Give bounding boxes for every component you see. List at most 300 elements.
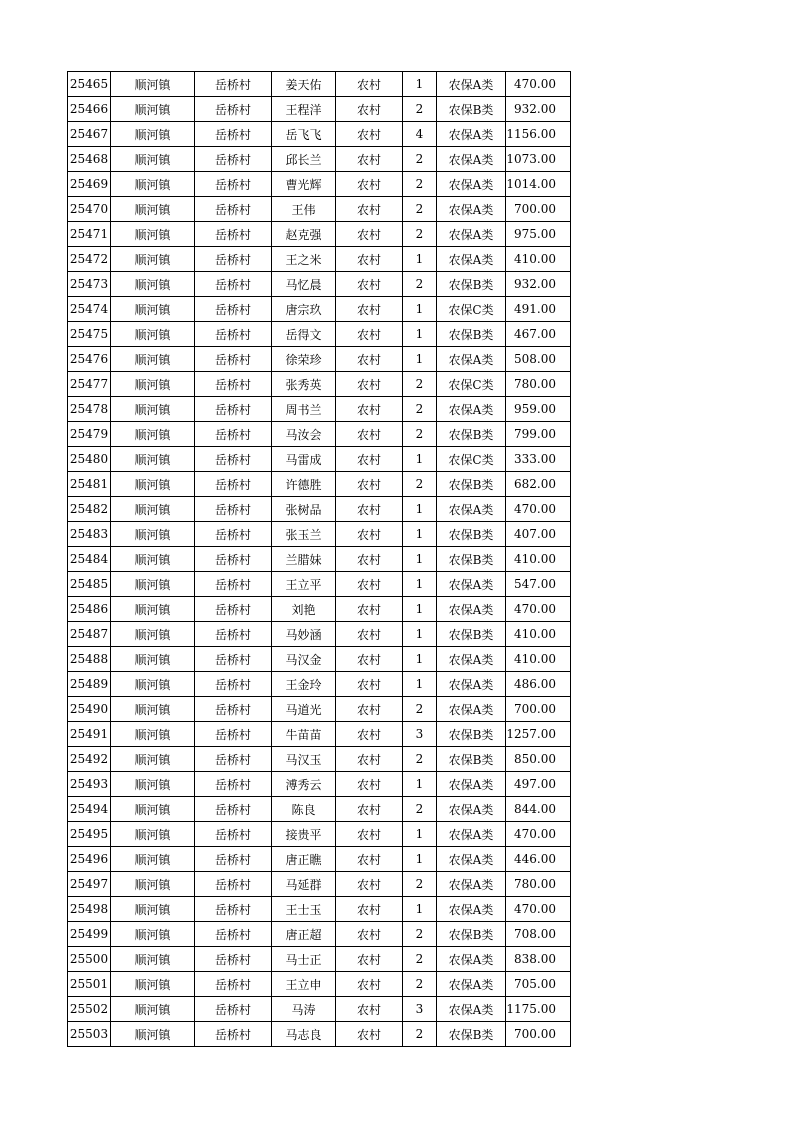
- amount-cell: 700.00: [506, 197, 571, 222]
- type-cell: 农村: [336, 597, 403, 622]
- count-cell: 2: [403, 947, 437, 972]
- amount-cell: 1175.00: [506, 997, 571, 1022]
- town-cell: 顺河镇: [111, 97, 195, 122]
- amount-cell: 844.00: [506, 797, 571, 822]
- table-row: [68, 722, 571, 747]
- category-cell: 农保B类: [437, 272, 506, 297]
- town-cell: 顺河镇: [111, 672, 195, 697]
- count-cell: 2: [403, 797, 437, 822]
- type-cell: 农村: [336, 447, 403, 472]
- count-cell: 2: [403, 372, 437, 397]
- count-cell: 1: [403, 522, 437, 547]
- record-id-cell: 25492: [68, 747, 111, 772]
- town-cell: 顺河镇: [111, 272, 195, 297]
- town-cell: 顺河镇: [111, 322, 195, 347]
- name-cell: 马汉金: [272, 647, 336, 672]
- village-cell: 岳桥村: [195, 997, 272, 1022]
- category-cell: 农保B类: [437, 547, 506, 572]
- village-cell: 岳桥村: [195, 222, 272, 247]
- category-cell: 农保A类: [437, 122, 506, 147]
- town-cell: 顺河镇: [111, 197, 195, 222]
- type-cell: 农村: [336, 572, 403, 597]
- table-row: [68, 497, 571, 522]
- village-cell: 岳桥村: [195, 522, 272, 547]
- type-cell: 农村: [336, 422, 403, 447]
- name-cell: 赵克强: [272, 222, 336, 247]
- count-cell: 1: [403, 847, 437, 872]
- type-cell: 农村: [336, 497, 403, 522]
- count-cell: 1: [403, 672, 437, 697]
- category-cell: 农保C类: [437, 447, 506, 472]
- record-id-cell: 25476: [68, 347, 111, 372]
- category-cell: 农保B类: [437, 472, 506, 497]
- name-cell: 姜天佑: [272, 72, 336, 97]
- table-row: [68, 422, 571, 447]
- village-cell: 岳桥村: [195, 847, 272, 872]
- type-cell: 农村: [336, 247, 403, 272]
- village-cell: 岳桥村: [195, 747, 272, 772]
- type-cell: 农村: [336, 697, 403, 722]
- count-cell: 1: [403, 497, 437, 522]
- village-cell: 岳桥村: [195, 947, 272, 972]
- table-row: [68, 547, 571, 572]
- village-cell: 岳桥村: [195, 172, 272, 197]
- type-cell: 农村: [336, 847, 403, 872]
- table-row: [68, 72, 571, 97]
- record-id-cell: 25467: [68, 122, 111, 147]
- records-table: [67, 71, 571, 1047]
- amount-cell: 470.00: [506, 72, 571, 97]
- table-row: [68, 147, 571, 172]
- name-cell: 邱长兰: [272, 147, 336, 172]
- town-cell: 顺河镇: [111, 122, 195, 147]
- count-cell: 1: [403, 572, 437, 597]
- village-cell: 岳桥村: [195, 122, 272, 147]
- town-cell: 顺河镇: [111, 747, 195, 772]
- table-row: [68, 622, 571, 647]
- town-cell: 顺河镇: [111, 472, 195, 497]
- table-row: [68, 472, 571, 497]
- name-cell: 张树品: [272, 497, 336, 522]
- town-cell: 顺河镇: [111, 922, 195, 947]
- name-cell: 王程洋: [272, 97, 336, 122]
- type-cell: 农村: [336, 622, 403, 647]
- table-body: [68, 72, 571, 1047]
- category-cell: 农保A类: [437, 797, 506, 822]
- type-cell: 农村: [336, 172, 403, 197]
- table-row: [68, 1022, 571, 1047]
- record-id-cell: 25483: [68, 522, 111, 547]
- count-cell: 1: [403, 772, 437, 797]
- town-cell: 顺河镇: [111, 622, 195, 647]
- amount-cell: 780.00: [506, 372, 571, 397]
- record-id-cell: 25469: [68, 172, 111, 197]
- village-cell: 岳桥村: [195, 797, 272, 822]
- amount-cell: 932.00: [506, 272, 571, 297]
- village-cell: 岳桥村: [195, 97, 272, 122]
- type-cell: 农村: [336, 1022, 403, 1047]
- name-cell: 曹光辉: [272, 172, 336, 197]
- record-id-cell: 25478: [68, 397, 111, 422]
- amount-cell: 705.00: [506, 972, 571, 997]
- village-cell: 岳桥村: [195, 447, 272, 472]
- count-cell: 1: [403, 547, 437, 572]
- town-cell: 顺河镇: [111, 897, 195, 922]
- type-cell: 农村: [336, 122, 403, 147]
- count-cell: 1: [403, 622, 437, 647]
- record-id-cell: 25466: [68, 97, 111, 122]
- name-cell: 马汝会: [272, 422, 336, 447]
- category-cell: 农保A类: [437, 822, 506, 847]
- type-cell: 农村: [336, 397, 403, 422]
- table-row: [68, 847, 571, 872]
- category-cell: 农保A类: [437, 72, 506, 97]
- table-row: [68, 97, 571, 122]
- record-id-cell: 25480: [68, 447, 111, 472]
- name-cell: 刘艳: [272, 597, 336, 622]
- town-cell: 顺河镇: [111, 147, 195, 172]
- name-cell: 马延群: [272, 872, 336, 897]
- category-cell: 农保B类: [437, 722, 506, 747]
- town-cell: 顺河镇: [111, 522, 195, 547]
- table-row: [68, 572, 571, 597]
- category-cell: 农保B类: [437, 97, 506, 122]
- amount-cell: 682.00: [506, 472, 571, 497]
- name-cell: 马士正: [272, 947, 336, 972]
- village-cell: 岳桥村: [195, 322, 272, 347]
- name-cell: 唐正瞧: [272, 847, 336, 872]
- category-cell: 农保A类: [437, 222, 506, 247]
- amount-cell: 959.00: [506, 397, 571, 422]
- table-row: [68, 672, 571, 697]
- town-cell: 顺河镇: [111, 697, 195, 722]
- village-cell: 岳桥村: [195, 547, 272, 572]
- type-cell: 农村: [336, 897, 403, 922]
- name-cell: 溥秀云: [272, 772, 336, 797]
- record-id-cell: 25472: [68, 247, 111, 272]
- table-row: [68, 747, 571, 772]
- record-id-cell: 25484: [68, 547, 111, 572]
- type-cell: 农村: [336, 722, 403, 747]
- count-cell: 2: [403, 872, 437, 897]
- category-cell: 农保A类: [437, 947, 506, 972]
- name-cell: 岳飞飞: [272, 122, 336, 147]
- name-cell: 王伟: [272, 197, 336, 222]
- town-cell: 顺河镇: [111, 947, 195, 972]
- record-id-cell: 25500: [68, 947, 111, 972]
- count-cell: 2: [403, 922, 437, 947]
- record-id-cell: 25485: [68, 572, 111, 597]
- record-id-cell: 25499: [68, 922, 111, 947]
- type-cell: 农村: [336, 197, 403, 222]
- record-id-cell: 25465: [68, 72, 111, 97]
- village-cell: 岳桥村: [195, 972, 272, 997]
- table-row: [68, 522, 571, 547]
- category-cell: 农保A类: [437, 197, 506, 222]
- amount-cell: 547.00: [506, 572, 571, 597]
- category-cell: 农保A类: [437, 847, 506, 872]
- type-cell: 农村: [336, 147, 403, 172]
- category-cell: 农保A类: [437, 647, 506, 672]
- amount-cell: 470.00: [506, 497, 571, 522]
- name-cell: 接贵平: [272, 822, 336, 847]
- town-cell: 顺河镇: [111, 72, 195, 97]
- record-id-cell: 25489: [68, 672, 111, 697]
- name-cell: 张秀英: [272, 372, 336, 397]
- table-row: [68, 297, 571, 322]
- amount-cell: 410.00: [506, 247, 571, 272]
- town-cell: 顺河镇: [111, 297, 195, 322]
- category-cell: 农保A类: [437, 172, 506, 197]
- town-cell: 顺河镇: [111, 997, 195, 1022]
- count-cell: 2: [403, 197, 437, 222]
- amount-cell: 1156.00: [506, 122, 571, 147]
- category-cell: 农保A类: [437, 247, 506, 272]
- table-row: [68, 897, 571, 922]
- amount-cell: 410.00: [506, 647, 571, 672]
- type-cell: 农村: [336, 347, 403, 372]
- amount-cell: 407.00: [506, 522, 571, 547]
- town-cell: 顺河镇: [111, 222, 195, 247]
- record-id-cell: 25474: [68, 297, 111, 322]
- name-cell: 王立申: [272, 972, 336, 997]
- village-cell: 岳桥村: [195, 1022, 272, 1047]
- name-cell: 王士玉: [272, 897, 336, 922]
- name-cell: 王立平: [272, 572, 336, 597]
- town-cell: 顺河镇: [111, 847, 195, 872]
- category-cell: 农保A类: [437, 672, 506, 697]
- type-cell: 农村: [336, 797, 403, 822]
- amount-cell: 508.00: [506, 347, 571, 372]
- table-row: [68, 872, 571, 897]
- count-cell: 3: [403, 722, 437, 747]
- type-cell: 农村: [336, 747, 403, 772]
- category-cell: 农保A类: [437, 772, 506, 797]
- record-id-cell: 25488: [68, 647, 111, 672]
- category-cell: 农保A类: [437, 972, 506, 997]
- count-cell: 3: [403, 997, 437, 1022]
- name-cell: 兰腊妹: [272, 547, 336, 572]
- category-cell: 农保A类: [437, 897, 506, 922]
- type-cell: 农村: [336, 922, 403, 947]
- name-cell: 马志良: [272, 1022, 336, 1047]
- village-cell: 岳桥村: [195, 897, 272, 922]
- count-cell: 2: [403, 472, 437, 497]
- record-id-cell: 25477: [68, 372, 111, 397]
- amount-cell: 1257.00: [506, 722, 571, 747]
- village-cell: 岳桥村: [195, 297, 272, 322]
- name-cell: 周书兰: [272, 397, 336, 422]
- count-cell: 2: [403, 222, 437, 247]
- table-row: [68, 797, 571, 822]
- type-cell: 农村: [336, 297, 403, 322]
- town-cell: 顺河镇: [111, 497, 195, 522]
- record-id-cell: 25473: [68, 272, 111, 297]
- village-cell: 岳桥村: [195, 697, 272, 722]
- category-cell: 农保A类: [437, 997, 506, 1022]
- count-cell: 2: [403, 697, 437, 722]
- village-cell: 岳桥村: [195, 472, 272, 497]
- count-cell: 2: [403, 97, 437, 122]
- name-cell: 陈良: [272, 797, 336, 822]
- name-cell: 唐正超: [272, 922, 336, 947]
- record-id-cell: 25496: [68, 847, 111, 872]
- record-id-cell: 25491: [68, 722, 111, 747]
- record-id-cell: 25495: [68, 822, 111, 847]
- category-cell: 农保B类: [437, 1022, 506, 1047]
- village-cell: 岳桥村: [195, 772, 272, 797]
- category-cell: 农保B类: [437, 622, 506, 647]
- amount-cell: 780.00: [506, 872, 571, 897]
- village-cell: 岳桥村: [195, 872, 272, 897]
- record-id-cell: 25468: [68, 147, 111, 172]
- category-cell: 农保A类: [437, 597, 506, 622]
- type-cell: 农村: [336, 372, 403, 397]
- record-id-cell: 25475: [68, 322, 111, 347]
- table-row: [68, 997, 571, 1022]
- town-cell: 顺河镇: [111, 972, 195, 997]
- count-cell: 1: [403, 897, 437, 922]
- name-cell: 徐荣珍: [272, 347, 336, 372]
- record-id-cell: 25487: [68, 622, 111, 647]
- count-cell: 2: [403, 147, 437, 172]
- table-row: [68, 272, 571, 297]
- amount-cell: 932.00: [506, 97, 571, 122]
- town-cell: 顺河镇: [111, 247, 195, 272]
- name-cell: 王金玲: [272, 672, 336, 697]
- town-cell: 顺河镇: [111, 347, 195, 372]
- amount-cell: 700.00: [506, 1022, 571, 1047]
- name-cell: 王之米: [272, 247, 336, 272]
- table-row: [68, 972, 571, 997]
- village-cell: 岳桥村: [195, 597, 272, 622]
- category-cell: 农保A类: [437, 397, 506, 422]
- category-cell: 农保A类: [437, 147, 506, 172]
- count-cell: 2: [403, 422, 437, 447]
- record-id-cell: 25503: [68, 1022, 111, 1047]
- type-cell: 农村: [336, 272, 403, 297]
- table-row: [68, 772, 571, 797]
- type-cell: 农村: [336, 547, 403, 572]
- record-id-cell: 25486: [68, 597, 111, 622]
- name-cell: 张玉兰: [272, 522, 336, 547]
- village-cell: 岳桥村: [195, 347, 272, 372]
- amount-cell: 491.00: [506, 297, 571, 322]
- amount-cell: 1073.00: [506, 147, 571, 172]
- table-row: [68, 247, 571, 272]
- village-cell: 岳桥村: [195, 272, 272, 297]
- category-cell: 农保B类: [437, 422, 506, 447]
- type-cell: 农村: [336, 822, 403, 847]
- type-cell: 农村: [336, 972, 403, 997]
- village-cell: 岳桥村: [195, 197, 272, 222]
- type-cell: 农村: [336, 647, 403, 672]
- type-cell: 农村: [336, 522, 403, 547]
- amount-cell: 467.00: [506, 322, 571, 347]
- town-cell: 顺河镇: [111, 797, 195, 822]
- village-cell: 岳桥村: [195, 822, 272, 847]
- amount-cell: 975.00: [506, 222, 571, 247]
- count-cell: 1: [403, 822, 437, 847]
- name-cell: 马雷成: [272, 447, 336, 472]
- village-cell: 岳桥村: [195, 647, 272, 672]
- table-row: [68, 172, 571, 197]
- category-cell: 农保A类: [437, 872, 506, 897]
- type-cell: 农村: [336, 222, 403, 247]
- town-cell: 顺河镇: [111, 372, 195, 397]
- count-cell: 1: [403, 347, 437, 372]
- amount-cell: 708.00: [506, 922, 571, 947]
- count-cell: 1: [403, 297, 437, 322]
- table-row: [68, 947, 571, 972]
- record-id-cell: 25493: [68, 772, 111, 797]
- town-cell: 顺河镇: [111, 647, 195, 672]
- category-cell: 农保B类: [437, 522, 506, 547]
- record-id-cell: 25479: [68, 422, 111, 447]
- category-cell: 农保B类: [437, 322, 506, 347]
- record-id-cell: 25497: [68, 872, 111, 897]
- village-cell: 岳桥村: [195, 497, 272, 522]
- record-id-cell: 25498: [68, 897, 111, 922]
- town-cell: 顺河镇: [111, 722, 195, 747]
- type-cell: 农村: [336, 872, 403, 897]
- village-cell: 岳桥村: [195, 622, 272, 647]
- record-id-cell: 25470: [68, 197, 111, 222]
- table-row: [68, 347, 571, 372]
- count-cell: 4: [403, 122, 437, 147]
- name-cell: 马妙涵: [272, 622, 336, 647]
- table-row: [68, 822, 571, 847]
- category-cell: 农保A类: [437, 347, 506, 372]
- name-cell: 马道光: [272, 697, 336, 722]
- town-cell: 顺河镇: [111, 572, 195, 597]
- category-cell: 农保C类: [437, 372, 506, 397]
- village-cell: 岳桥村: [195, 422, 272, 447]
- amount-cell: 333.00: [506, 447, 571, 472]
- town-cell: 顺河镇: [111, 422, 195, 447]
- count-cell: 1: [403, 447, 437, 472]
- category-cell: 农保C类: [437, 297, 506, 322]
- category-cell: 农保A类: [437, 572, 506, 597]
- amount-cell: 799.00: [506, 422, 571, 447]
- count-cell: 1: [403, 247, 437, 272]
- name-cell: 牛苗苗: [272, 722, 336, 747]
- count-cell: 1: [403, 647, 437, 672]
- amount-cell: 410.00: [506, 547, 571, 572]
- village-cell: 岳桥村: [195, 672, 272, 697]
- table-row: [68, 397, 571, 422]
- type-cell: 农村: [336, 72, 403, 97]
- category-cell: 农保B类: [437, 922, 506, 947]
- town-cell: 顺河镇: [111, 447, 195, 472]
- town-cell: 顺河镇: [111, 547, 195, 572]
- record-id-cell: 25481: [68, 472, 111, 497]
- town-cell: 顺河镇: [111, 397, 195, 422]
- count-cell: 2: [403, 1022, 437, 1047]
- amount-cell: 410.00: [506, 622, 571, 647]
- record-id-cell: 25471: [68, 222, 111, 247]
- town-cell: 顺河镇: [111, 822, 195, 847]
- count-cell: 1: [403, 72, 437, 97]
- type-cell: 农村: [336, 947, 403, 972]
- name-cell: 马忆晨: [272, 272, 336, 297]
- count-cell: 2: [403, 272, 437, 297]
- category-cell: 农保A类: [437, 697, 506, 722]
- type-cell: 农村: [336, 472, 403, 497]
- table-row: [68, 197, 571, 222]
- table-row: [68, 447, 571, 472]
- village-cell: 岳桥村: [195, 722, 272, 747]
